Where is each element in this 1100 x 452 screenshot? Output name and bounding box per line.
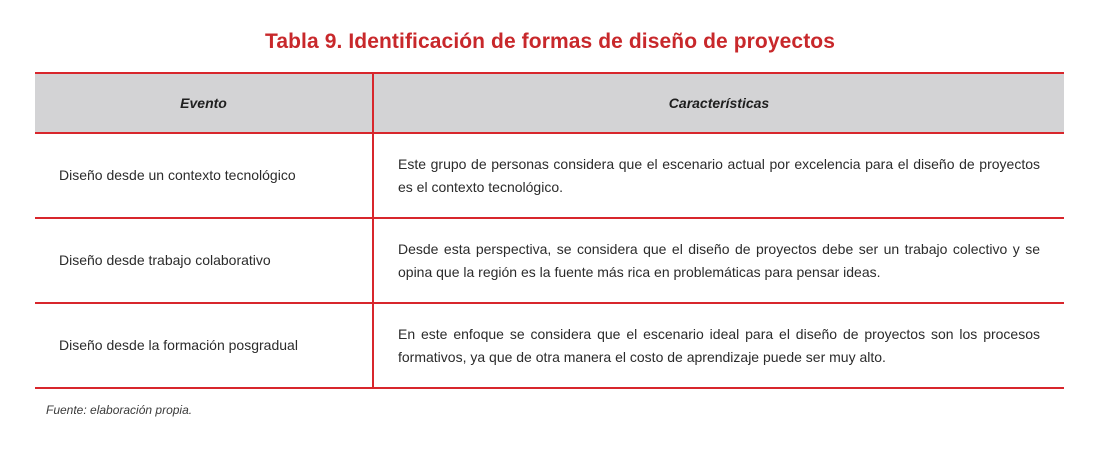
column-header-event: Evento [35, 73, 373, 133]
table-row [35, 218, 1064, 303]
table-title: Tabla 9. Identificación de formas de diseño de proyectos [264, 30, 835, 53]
description-cell: En este enfoque se considera que el escenario ideal para el diseño de proyectos son los procesos formativos, ya que de otra manera el costo de aprendizaje puede ser muy alto. [373, 303, 1064, 388]
event-cell: Diseño desde la formación posgradual [35, 303, 373, 388]
event-cell: Diseño desde un contexto tecnológico [35, 133, 373, 218]
description-cell: Este grupo de personas considera que el escenario actual por excelencia para el diseño de proyectos es el contexto tecnológico. [373, 133, 1064, 218]
table-row [35, 303, 1064, 388]
description-cell: Desde esta perspectiva, se considera que el diseño de proyectos debe ser un trabajo colectivo y se opina que la región es la fuente más rica en problemáticas para pensar ideas. [373, 218, 1064, 303]
column-header-characteristics: Características [373, 73, 1064, 133]
event-cell: Diseño desde trabajo colaborativo [35, 218, 373, 303]
source-note: Fuente: elaboración propia. [46, 403, 193, 417]
data-table [35, 72, 1064, 389]
table-row [35, 133, 1064, 218]
table-header-row [35, 73, 1064, 133]
